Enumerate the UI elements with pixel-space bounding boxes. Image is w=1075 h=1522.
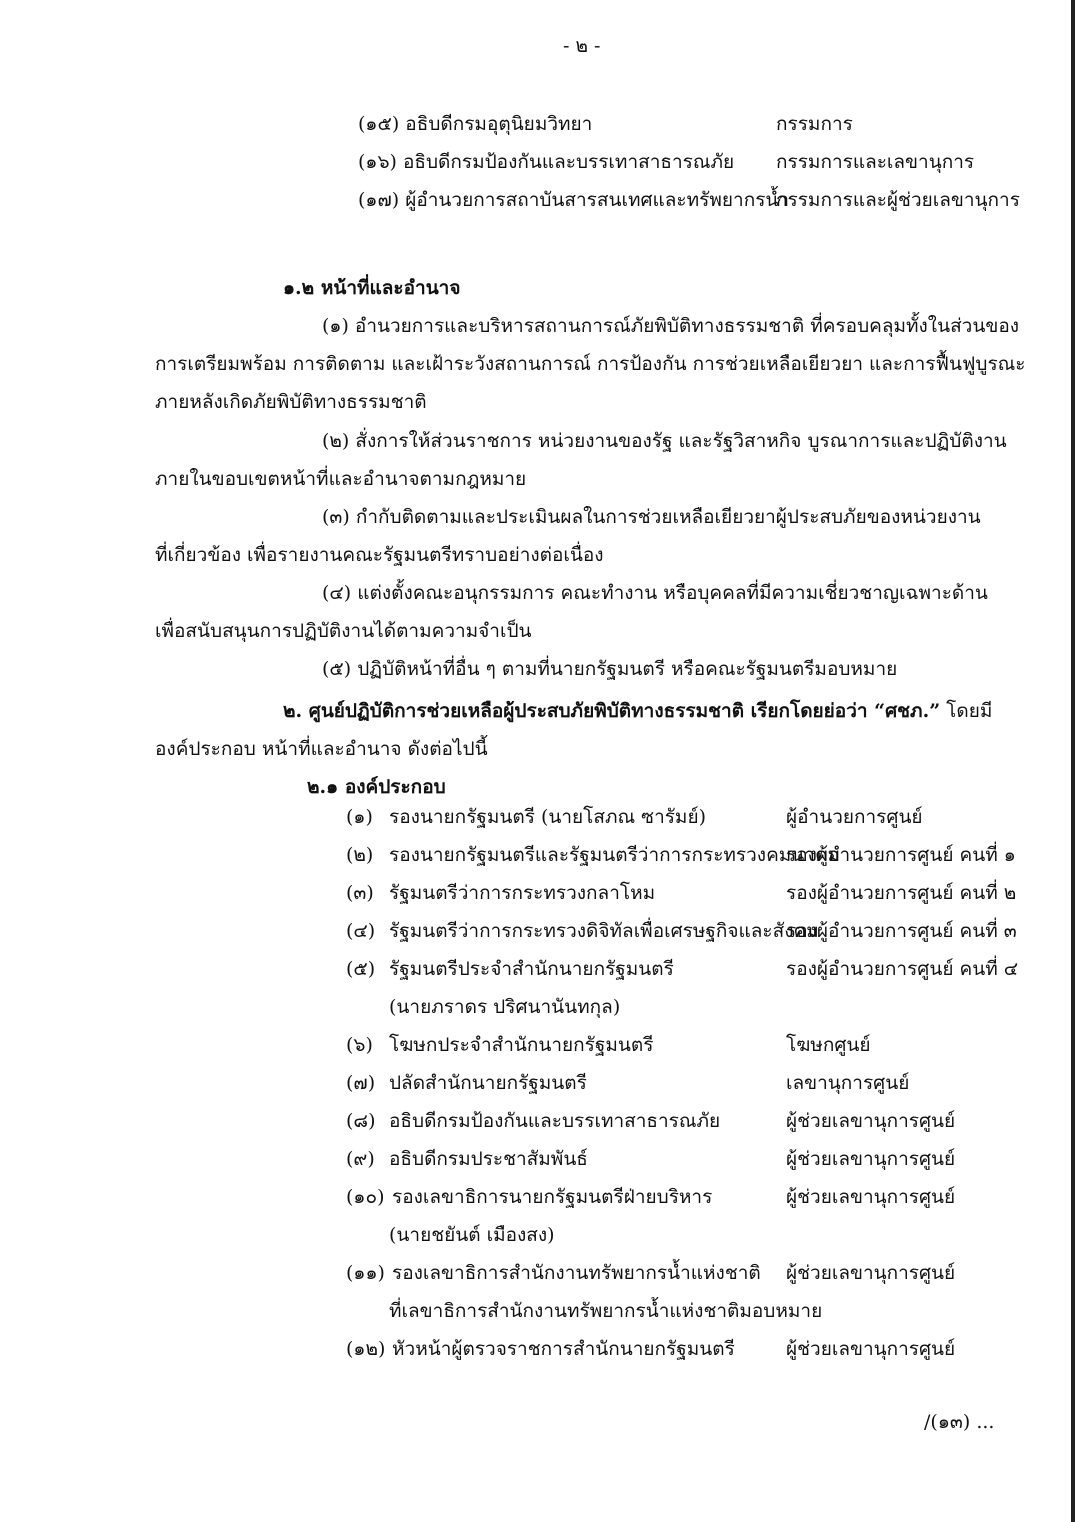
duty-line: (๒) สั่งการให้ส่วนราชการ หน่วยงานของรัฐ และรัฐวิสาหกิจ บูรณาการและปฏิบัติงาน [322,430,1007,452]
composition-name: รัฐมนตรีว่าการกระทรวงกลาโหม [389,882,656,904]
composition-name-cont: (นายภราดร ปริศนานันทกุล) [389,996,621,1018]
member-16-name: (๑๖) อธิบดีกรมป้องกันและบรรเทาสาธารณภัย [358,151,735,173]
composition-num: (๕) [346,958,376,980]
duty-line: (๕) ปฏิบัติหน้าที่อื่น ๆ ตามที่นายกรัฐมนตรี หรือคณะรัฐมนตรีมอบหมาย [322,658,898,680]
composition-num: (๑๒) [346,1338,386,1360]
composition-num: (๗) [346,1072,376,1094]
composition-num: (๑๐) [346,1186,385,1208]
composition-name: หัวหน้าผู้ตรวจราชการสำนักนายกรัฐมนตรี [392,1338,735,1360]
composition-role: ผู้ช่วยเลขานุการศูนย์ [786,1148,956,1170]
composition-name-cont: (นายชยันต์ เมืองสง) [389,1224,555,1246]
composition-name: รองเลขาธิการสำนักงานทรัพยากรน้ำแห่งชาติ [392,1262,761,1284]
composition-name: รองนายกรัฐมนตรี (นายโสภณ ซารัมย์) [389,806,707,828]
composition-num: (๖) [346,1034,373,1056]
duty-line: เพื่อสนับสนุนการปฏิบัติงานได้ตามความจำเป็น [155,620,532,642]
member-16-role: กรรมการและเลขานุการ [776,151,975,173]
composition-name: รัฐมนตรีประจำสำนักนายกรัฐมนตรี [389,958,674,980]
section-2-heading [283,697,992,725]
composition-name: รองนายกรัฐมนตรีและรัฐมนตรีว่าการกระทรวงคมนาคม [389,844,841,866]
member-15-role: กรรมการ [776,113,853,135]
composition-role: ผู้อำนวยการศูนย์ [786,806,923,828]
composition-role: รองผู้อำนวยการศูนย์ คนที่ ๒ [786,882,1017,904]
composition-role: โฆษกศูนย์ [786,1034,871,1056]
composition-num: (๓) [346,882,374,904]
composition-name: รัฐมนตรีว่าการกระทรวงดิจิทัลเพื่อเศรษฐกิจและสังคม [389,920,819,942]
duty-line: (๓) กำกับติดตามและประเมินผลในการช่วยเหลือเยียวยาผู้ประสบภัยของหน่วยงาน [322,506,981,528]
section-2-heading-tail: โดยมี [940,700,993,722]
composition-role: ผู้ช่วยเลขานุการศูนย์ [786,1110,956,1132]
composition-role: รองผู้อำนวยการศูนย์ คนที่ ๔ [786,958,1019,980]
composition-num: (๑) [346,806,373,828]
composition-role: รองผู้อำนวยการศูนย์ คนที่ ๓ [786,920,1017,942]
duty-line: ภายหลังเกิดภัยพิบัติทางธรรมชาติ [155,391,427,413]
composition-name: อธิบดีกรมประชาสัมพันธ์ [389,1148,588,1170]
composition-num: (๑๑) [346,1262,385,1284]
composition-name: โฆษกประจำสำนักนายกรัฐมนตรี [389,1034,654,1056]
duty-line: ภายในขอบเขตหน้าที่และอำนาจตามกฎหมาย [155,468,527,490]
composition-num: (๙) [346,1148,375,1170]
duty-line: (๑) อำนวยการและบริหารสถานการณ์ภัยพิบัติทางธรรมชาติ ที่ครอบคลุมทั้งในส่วนของ [322,315,1020,337]
composition-role: ผู้ช่วยเลขานุการศูนย์ [786,1338,956,1360]
composition-role: ผู้ช่วยเลขานุการศูนย์ [786,1186,956,1208]
composition-num: (๘) [346,1110,376,1132]
member-17-name: (๑๗) ผู้อำนวยการสถาบันสารสนเทศและทรัพยากรน้ำ [358,189,790,211]
duty-line: (๔) แต่งตั้งคณะอนุกรรมการ คณะทำงาน หรือบุคคลที่มีความเชี่ยวชาญเฉพาะด้าน [322,582,988,604]
section-2-heading-bold: ๒. ศูนย์ปฏิบัติการช่วยเหลือผู้ประสบภัยพิบัติทางธรรมชาติ เรียกโดยย่อว่า “ศชภ.” [283,700,941,722]
duty-line: ที่เกี่ยวข้อง เพื่อรายงานคณะรัฐมนตรีทราบอย่างต่อเนื่อง [155,544,604,566]
section-2-1-heading: ๒.๑ องค์ประกอบ [307,776,446,798]
continuation-marker: /(๑๓) ... [924,1411,995,1433]
member-17-role: กรรมการและผู้ช่วยเลขานุการ [776,189,1020,211]
composition-name-cont: ที่เลขาธิการสำนักงานทรัพยากรน้ำแห่งชาติมอบหมาย [389,1300,823,1322]
composition-role: ผู้ช่วยเลขานุการศูนย์ [786,1262,956,1284]
section-2-heading-line2: องค์ประกอบ หน้าที่และอำนาจ ดังต่อไปนี้ [155,738,488,760]
composition-num: (๒) [346,844,374,866]
composition-name: รองเลขาธิการนายกรัฐมนตรีฝ่ายบริหาร [392,1186,713,1208]
composition-role: รองผู้อำนวยการศูนย์ คนที่ ๑ [786,844,1016,866]
member-15-name: (๑๕) อธิบดีกรมอุตุนิยมวิทยา [358,113,593,135]
composition-name: อธิบดีกรมป้องกันและบรรเทาสาธารณภัย [389,1110,721,1132]
page-number: - ๒ - [563,35,601,57]
composition-num: (๔) [346,920,376,942]
scan-edge [1071,0,1075,1522]
composition-name: ปลัดสำนักนายกรัฐมนตรี [389,1072,587,1094]
section-1-2-heading: ๑.๒ หน้าที่และอำนาจ [283,277,461,299]
composition-role: เลขานุการศูนย์ [786,1072,910,1094]
duty-line: การเตรียมพร้อม การติดตาม และเฝ้าระวังสถานการณ์ การป้องกัน การช่วยเหลือเยียวยา และการฟื้นฟูบูรณะ [155,353,1026,375]
